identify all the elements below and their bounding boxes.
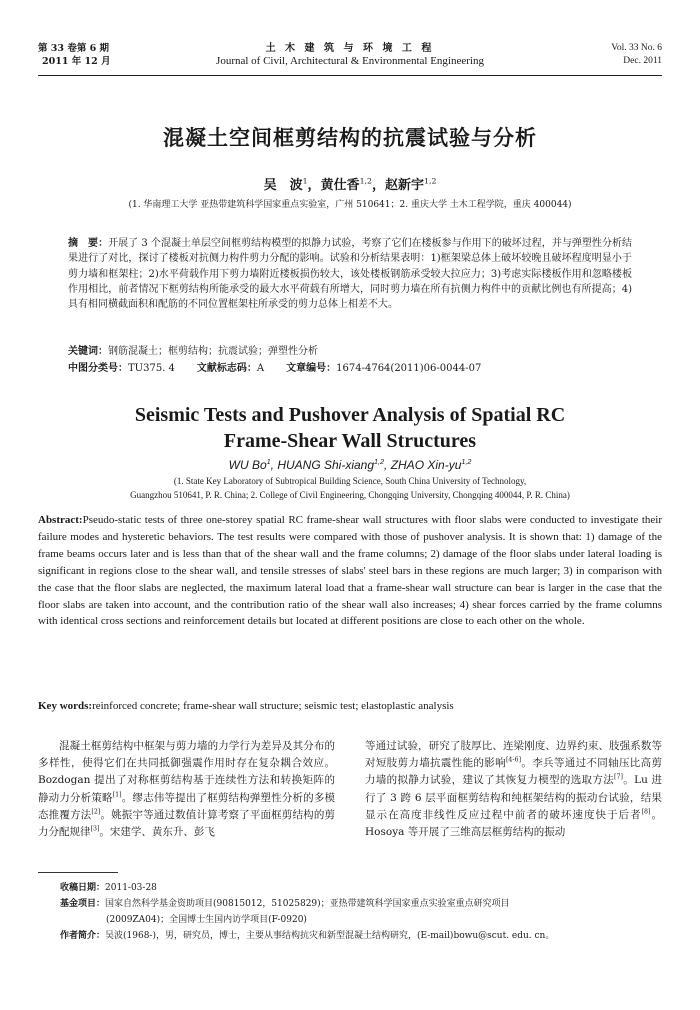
body-text: 。缪志伟等提出了框剪结构弹塑性分析的多模态推覆方法	[38, 791, 335, 821]
body-column-left	[38, 738, 335, 841]
clc-label: 中图分类号：	[68, 363, 128, 374]
abstract-zh	[68, 236, 632, 312]
affiliation-en-line: (1. State Key Laboratory of Subtropical Building Science, South China University of Technology,	[173, 476, 527, 486]
abstract-zh-label: 摘 要：	[68, 238, 109, 249]
abstract-en-label: Abstract:	[38, 514, 83, 526]
author-en-name: WU Bo	[228, 458, 267, 472]
header-date-en: Dec. 2011	[623, 56, 662, 66]
citation: [4-6]	[505, 756, 522, 764]
body-text: 。Hosoya 等开展了三维高层框剪结构的振动	[365, 808, 663, 839]
keywords-zh	[68, 344, 632, 359]
abstract-zh-text: 开展了 3 个混凝土单层空间框剪结构模型的拟静力试验，考察了它们在楼板参与作用下的破坏过程，并与弹塑性分析结果进行了对比，探讨了楼板对抗侧力构件剪力分配的影响。试验和分析结果表明：1)框架梁总体上破坏较晚且破坏程度明显小于剪力墙和框架柱；2)水平荷载作用下剪力墙附近楼板损伤较大，该处楼板钢筋承受较大拉应力；3)考虑实际楼板作用和忽略楼板作用相比，前者情况下框剪结构所能承受的最大水平荷载有所增大，同时剪力墙在所有抗侧力构件中的贡献比例也有所提高；4)具有相同横截面积和配筋的不同位置框架柱所承受的剪力总体上相差不大。	[68, 238, 632, 311]
classification-line	[68, 361, 632, 376]
body-text: 。宋建学、黄东升、彭飞	[99, 826, 215, 839]
body-text: 。Lu 进行了 3 跨 6 层平面框剪结构和纯框架结构的振动台试验，结果显示在高度非线性反应过程中前者的破坏速度快于后者	[365, 774, 663, 821]
keywords-en-text: reinforced concrete; frame-shear wall structure; seismic test; elastoplastic analysis	[92, 700, 454, 712]
title-en-line: Seismic Tests and Pushover Analysis of Spatial RC	[134, 404, 566, 426]
affiliation-zh: (1. 华南理工大学 亚热带建筑科学国家重点实验室，广州 510641；2. 重庆大学 土木工程学院，重庆 400044)	[128, 200, 572, 210]
header-journal-zh: 土 木 建 筑 与 环 境 工 程	[265, 43, 435, 54]
body-text: 。李兵等通过不同轴压比高剪力墙的拟静力试验，建议了其恢复力模型的选取方法	[365, 757, 662, 787]
header-journal-block	[38, 42, 662, 68]
authors-en: WU Bo$^1$, HUANG Shi-xiang$^{1,2}$, ZHAO Xin-yu$^{1,2}$	[228, 457, 472, 472]
fund-line: (2009ZA04)；全国博士生国内访学项目(F-0920)	[106, 915, 307, 925]
citation: [7]	[614, 773, 623, 781]
citation: [2]	[91, 808, 101, 816]
header-divider	[38, 75, 662, 76]
author-zh-sup: 1,2	[359, 176, 372, 186]
citation: [3]	[90, 825, 100, 833]
header-volume-en: Vol. 33 No. 6	[611, 43, 662, 53]
footnotes	[60, 880, 662, 944]
author-en-sup: 1,2	[461, 457, 472, 466]
title-en-line: Frame-Shear Wall Structures	[223, 430, 477, 452]
abstract-en-text: Pseudo-static tests of three one-storey spatial RC frame-shear wall structures with floor slabs were conducted to investigate their failure modes and hysteretic behaviors. The test results were compared with those of pushover analysis. It is shown that: 1) damage of the frame beams occurs later and is less than that of the shear wall and the frame columns; 2) damage of the floor slabs under lateral loading is significant in regions close to the shear wall, and tensile stresses of slabs' steel bars in these regions are much larger; 3) in comparison with the case that the floor slabs are neglected, the maximum lateral load that a frame-shear wall structure can bear is larger in the case that the floor slabs are taken into account, and the contribution ratio of the shear wall also increases; 4) shear forces carried by the frame columns with identical cross sections and reinforcement details but located at different positions are close to each other on the whole.	[38, 514, 662, 628]
keywords-zh-text: 钢筋混凝土；框剪结构；抗震试验；弹塑性分析	[108, 346, 318, 357]
keywords-en	[38, 698, 662, 714]
keywords-en-label: Key words:	[38, 700, 93, 712]
doc-code-value: A	[256, 363, 265, 374]
author-en-sup: 1,2	[374, 457, 385, 466]
article-number-value: 1674-4764(2011)06-0044-07	[336, 363, 482, 374]
affiliation-en-line: Guangzhou 510641, P. R. China; 2. College of Civil Engineering, Chongqing University, Chongqing 400044, P. R. China)	[130, 489, 570, 500]
author-bio-label: 作者简介：	[60, 931, 106, 941]
fund-label: 基金项目：	[60, 899, 106, 909]
citation: [1]	[112, 791, 122, 799]
affiliation-en	[20, 475, 680, 502]
author-zh-name: 吴 波	[263, 178, 303, 193]
footnote-author	[60, 928, 662, 944]
body-text: 。姚振宇等通过数值计算考察了平面框剪结构的剪力分配规律	[38, 808, 336, 839]
received-value: 2011-03-28	[105, 883, 157, 893]
title-en	[0, 402, 700, 454]
running-header	[38, 42, 662, 76]
abstract-en	[38, 512, 662, 630]
citation: [8]	[641, 808, 651, 816]
author-zh-sup: 1	[302, 176, 308, 186]
keywords-zh-label: 关键词：	[68, 346, 108, 357]
received-label: 收稿日期：	[60, 883, 106, 893]
body-columns	[38, 738, 662, 858]
fund-line: 国家自然科学基金资助项目(90815012，51025829)；亚热带建筑科学国家重点实验室重点研究项目	[105, 899, 510, 909]
footnote-received	[60, 880, 662, 896]
authors-zh: 吴 波$^1$，黄仕香$^{1,2}$，赵新宇$^{1,2}$	[263, 176, 437, 193]
author-zh-name: 黄仕香	[320, 178, 360, 193]
author-en-name: HUANG Shi-xiang	[277, 458, 375, 472]
header-journal-en: Journal of Civil, Architectural & Environmental Engineering	[216, 55, 484, 67]
body-column-right	[365, 738, 662, 841]
author-bio-value: 吴波(1968-)，男，研究员，博士，主要从事结构抗灾和新型混凝土结构研究，(E-mail)bowu@scut. edu. cn。	[105, 931, 555, 941]
author-zh-sup: 1,2	[424, 176, 437, 186]
footnote-divider	[38, 872, 118, 873]
article-number-label: 文章编号：	[286, 363, 337, 374]
body-text: 等通过试验，研究了肢厚比、连梁刚度、边界约束、肢强系数等对短肢剪力墙抗震性能的影响	[365, 740, 662, 770]
author-en-name: ZHAO Xin-yu	[390, 458, 462, 472]
header-volume-zh: 第 33 卷第 6 期	[38, 43, 110, 54]
header-volume-en-block	[611, 42, 662, 68]
title-zh: 混凝土空间框剪结构的抗震试验与分析	[163, 125, 537, 150]
author-zh-name: 赵新宇	[385, 178, 425, 193]
body-text: 混凝土框剪结构中框架与剪力墙的力学行为差异及其分布的多样性，使得它们在共同抵御强震作用时存在复杂耦合效应。Bozdogan 提出了对称框剪结构基于连续性方法和转换矩阵的静动力分析策略	[38, 740, 335, 804]
footnote-fund	[60, 896, 662, 912]
author-en-sup: 1	[266, 457, 271, 466]
clc-value: TU375. 4	[128, 363, 175, 374]
doc-code-label: 文献标志码：	[196, 363, 257, 374]
header-date-zh: 2011 年 12 月	[42, 56, 111, 67]
